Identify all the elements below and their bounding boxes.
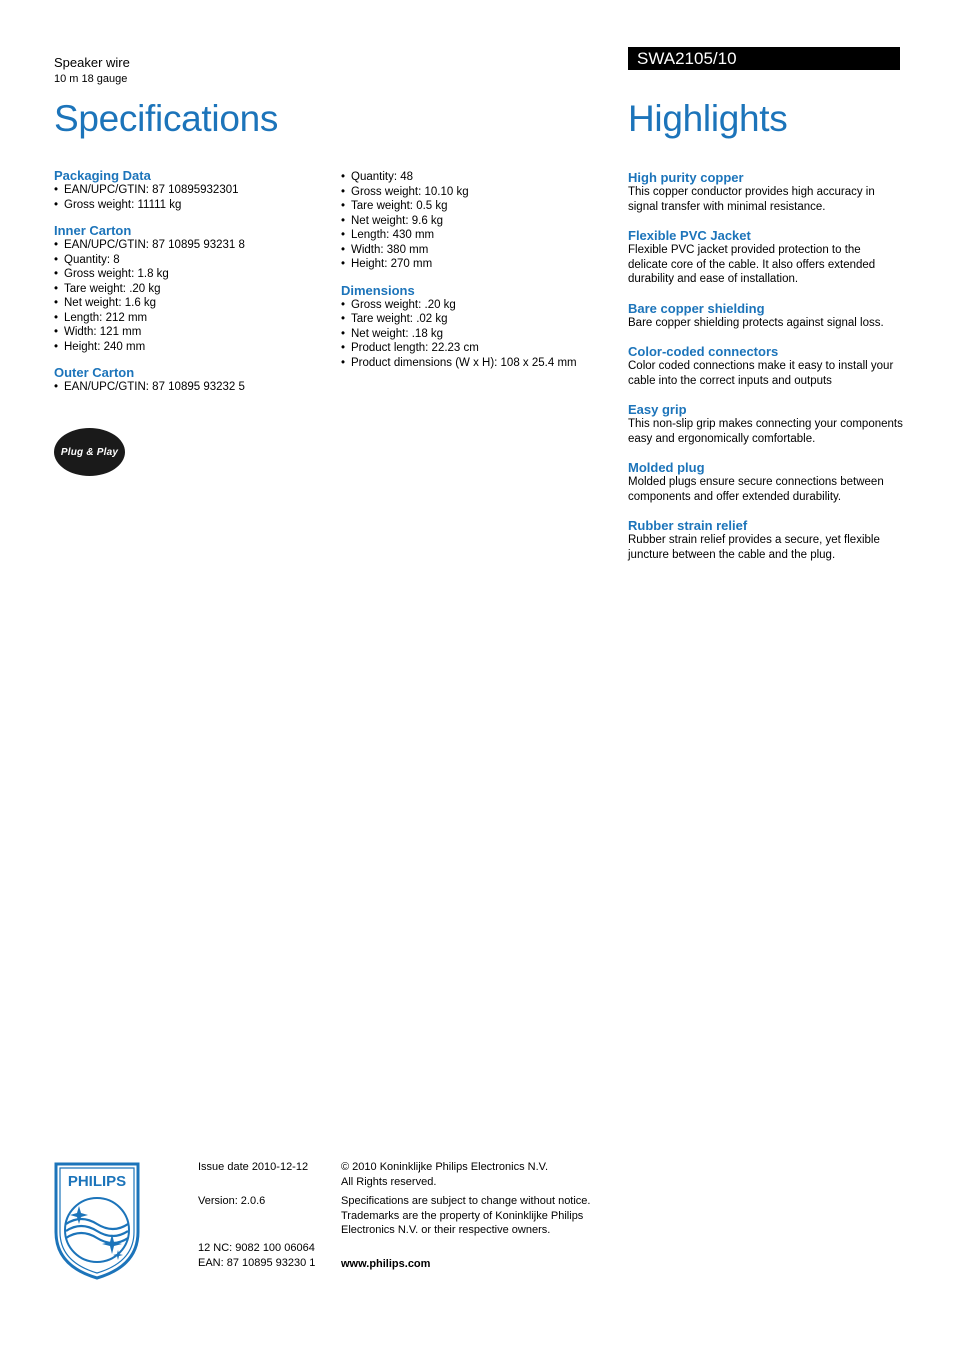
highlight-heading: Rubber strain relief — [628, 518, 748, 533]
inner-carton-list — [54, 238, 334, 354]
philips-logo-text: PHILIPS — [67, 1173, 127, 1190]
dimensions-heading: Dimensions — [341, 282, 415, 298]
highlight-text: This copper conductor provides high accuracy in signal transfer with minimal resistance. — [628, 186, 875, 213]
highlight-text: Bare copper shielding protects against signal loss. — [628, 316, 884, 329]
highlight-heading: Bare copper shielding — [628, 300, 765, 316]
footer-legal — [341, 1160, 590, 1271]
highlight-heading: Easy grip — [628, 402, 687, 417]
highlight-text: Rubber strain relief provides a secure, yet flexible juncture between the cable and the plug. — [628, 534, 880, 561]
plug-and-play-label: Plug & Play — [60, 446, 119, 458]
highlight-text: Molded plugs ensure secure connections between components and offer extended durability. — [628, 476, 884, 503]
list-item: • Net weight: 1.6 kg — [54, 296, 334, 311]
highlight-item — [628, 402, 903, 446]
highlight-item — [628, 301, 903, 331]
highlight-item — [628, 228, 903, 287]
highlight-text: Color coded connections make it easy to install your cable into the correct inputs and outputs — [628, 360, 894, 387]
ean-number: EAN: 87 10895 93230 1 — [198, 1256, 316, 1269]
highlight-item — [628, 170, 903, 214]
website-link[interactable]: www.philips.com — [341, 1257, 431, 1270]
list-item: • Net weight: 9.6 kg — [341, 214, 621, 229]
highlight-heading: High purity copper — [628, 170, 744, 185]
list-item: • Gross weight: 10.10 kg — [341, 185, 621, 200]
product-subtitle: 10 m 18 gauge — [54, 73, 128, 85]
specs-column-left — [54, 168, 334, 406]
list-item: • Tare weight: 0.5 kg — [341, 199, 621, 214]
notice-line: Specifications are subject to change without notice. — [341, 1195, 591, 1207]
packaging-data-heading: Packaging Data — [54, 168, 151, 183]
list-item: • Height: 270 mm — [341, 257, 621, 272]
highlight-item — [628, 344, 903, 388]
list-item: • Tare weight: .02 kg — [341, 312, 621, 327]
issue-date: Issue date 2010-12-12 — [198, 1161, 309, 1173]
nc-number: 12 NC: 9082 100 06064 — [198, 1242, 315, 1254]
outer-carton-list-continued — [341, 170, 621, 272]
packaging-data-list — [54, 183, 334, 212]
philips-shield-logo — [54, 1162, 140, 1280]
rights-line: All Rights reserved. — [341, 1175, 437, 1188]
highlight-heading: Color-coded connectors — [628, 344, 779, 359]
list-item: • EAN/UPC/GTIN: 87 10895 93232 5 — [54, 380, 334, 395]
highlight-item — [628, 460, 903, 504]
footer-meta — [198, 1160, 315, 1270]
notice-line: Electronics N.V. or their respective owners. — [341, 1224, 551, 1236]
list-item: • Quantity: 48 — [341, 170, 621, 185]
list-item: • Width: 121 mm — [54, 325, 334, 340]
list-item: • Quantity: 8 — [54, 253, 334, 268]
outer-carton-heading: Outer Carton — [54, 365, 135, 380]
list-item: • Width: 380 mm — [341, 243, 621, 258]
specifications-title: Specifications — [54, 98, 279, 139]
highlight-text: This non-slip grip makes connecting your components easy and ergonomically comfortable. — [628, 418, 903, 445]
list-item: • Product dimensions (W x H): 108 x 25.4 mm — [341, 356, 621, 371]
dimensions-list — [341, 298, 621, 371]
inner-carton-heading: Inner Carton — [54, 223, 132, 238]
list-item: • Net weight: .18 kg — [341, 327, 621, 342]
highlight-heading: Flexible PVC Jacket — [628, 228, 751, 243]
product-name: Speaker wire — [54, 55, 130, 70]
list-item: • Gross weight: 1.8 kg — [54, 267, 334, 282]
list-item: • Length: 430 mm — [341, 228, 621, 243]
list-item: • Gross weight: .20 kg — [341, 298, 621, 313]
model-number-bar: SWA2105/10 — [628, 47, 900, 70]
highlight-text: Flexible PVC jacket provided protection to the delicate core of the cable. It also offers extended durability and ease of installation. — [628, 244, 876, 285]
philips-shield-icon — [54, 1162, 140, 1280]
list-item: • Height: 240 mm — [54, 340, 334, 355]
highlights-title: Highlights — [628, 98, 788, 139]
list-item: • Gross weight: 11111 kg — [54, 198, 334, 213]
copyright-line: © 2010 Koninklijke Philips Electronics N.V. — [341, 1161, 549, 1173]
list-item: • Product length: 22.23 cm — [341, 341, 621, 356]
highlights-column — [628, 170, 903, 576]
specs-column-right — [341, 170, 621, 381]
list-item: • EAN/UPC/GTIN: 87 10895 93231 8 — [54, 238, 334, 253]
outer-carton-list — [54, 380, 334, 395]
list-item: • Tare weight: .20 kg — [54, 282, 334, 297]
highlight-heading: Molded plug — [628, 460, 705, 475]
version: Version: 2.0.6 — [198, 1194, 266, 1207]
list-item: • EAN/UPC/GTIN: 87 10895932301 — [54, 183, 334, 198]
notice-line: Trademarks are the property of Koninklijke Philips — [341, 1209, 584, 1222]
list-item: • Length: 212 mm — [54, 311, 334, 326]
highlight-item — [628, 518, 903, 562]
plug-and-play-badge — [54, 428, 125, 476]
